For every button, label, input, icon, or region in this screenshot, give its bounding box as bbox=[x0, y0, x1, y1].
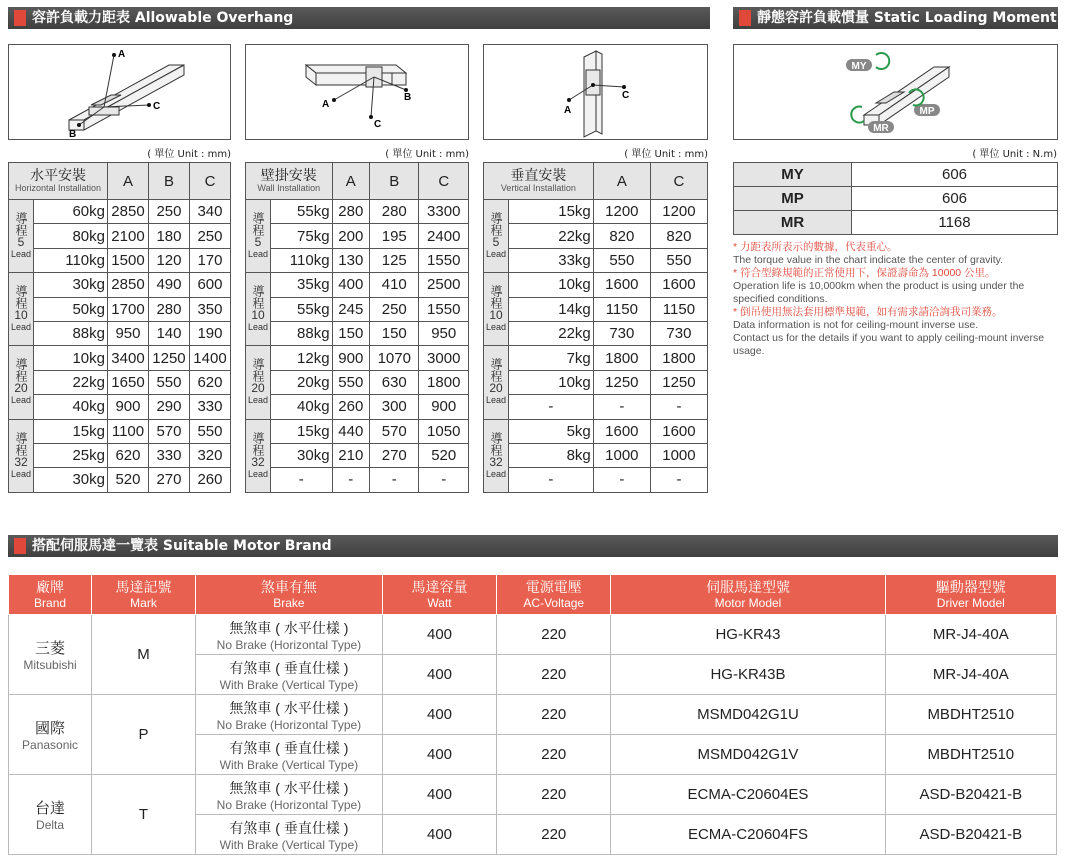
column-header: 馬達容量 Watt bbox=[382, 575, 496, 615]
column-header: 馬達記號 Mark bbox=[92, 575, 196, 615]
driver-cell: ASD-B20421-B bbox=[885, 775, 1056, 815]
mark-cell: P bbox=[92, 695, 196, 775]
label-a: A bbox=[118, 49, 126, 60]
table-row bbox=[9, 321, 231, 345]
value-cell: 490 bbox=[148, 273, 189, 297]
value-cell: 620 bbox=[189, 370, 230, 394]
load-cell: 30kg bbox=[34, 273, 108, 297]
lead-cell: 導程 5 Lead bbox=[484, 200, 509, 273]
load-cell: 12kg bbox=[271, 346, 333, 370]
watt-cell: 400 bbox=[382, 615, 496, 655]
volt-cell: 220 bbox=[497, 815, 611, 855]
lead-cell: 導程 32 Lead bbox=[484, 419, 509, 492]
brand-cell: 台達 Delta bbox=[9, 775, 92, 855]
value-cell: 120 bbox=[148, 248, 189, 272]
motor-table bbox=[8, 574, 1057, 855]
value-cell: 820 bbox=[650, 224, 707, 248]
table-row bbox=[246, 346, 469, 370]
table-row bbox=[246, 370, 469, 394]
load-cell: 5kg bbox=[509, 419, 594, 443]
value-cell: 250 bbox=[370, 297, 419, 321]
load-cell: 30kg bbox=[34, 468, 108, 492]
moment-section-title: 靜態容許負載慣量 Static Loading Moment bbox=[733, 7, 1058, 29]
motor-cell: HG-KR43 bbox=[611, 615, 885, 655]
value-cell: 250 bbox=[189, 224, 230, 248]
motor-cell: ECMA-C20604FS bbox=[611, 815, 885, 855]
column-header: 伺服馬達型號 Motor Model bbox=[611, 575, 885, 615]
moment-key: MR bbox=[734, 211, 852, 235]
horizontal-table: 水平安裝 Horizontal Installation A B C 導程 5 Lead 60kg 2850 250 340 80kg 2100 180 250 110kg 1500 120 170 導程 10 Lead 30kg 2850 490 600 50kg 1700 280 350 88kg 950 140 190 導程 20 Lead 10kg 3400 1250 1400 22kg 1650 550 620 40kg 900 290 330 導程 32 Lead 15kg 1100 570 550 25kg 620 330 320 30kg 520 270 260 bbox=[8, 162, 231, 493]
load-cell: 88kg bbox=[271, 321, 333, 345]
table-row bbox=[484, 346, 708, 370]
value-cell: 1250 bbox=[148, 346, 189, 370]
value-cell: 550 bbox=[148, 370, 189, 394]
load-cell: 50kg bbox=[34, 297, 108, 321]
brake-cell: 無煞車 ( 水平仕樣 ) No Brake (Horizontal Type) bbox=[195, 615, 382, 655]
value-cell: 440 bbox=[332, 419, 369, 443]
value-cell: 550 bbox=[332, 370, 369, 394]
value-cell: 270 bbox=[148, 468, 189, 492]
label-c: C bbox=[153, 101, 161, 112]
brake-cell: 有煞車 ( 垂直仕樣 ) With Brake (Vertical Type) bbox=[195, 735, 382, 775]
brake-cell: 有煞車 ( 垂直仕樣 ) With Brake (Vertical Type) bbox=[195, 815, 382, 855]
table-row bbox=[246, 443, 469, 467]
lead-cell: 導程 10 Lead bbox=[484, 273, 509, 346]
mark-cell: M bbox=[92, 615, 196, 695]
value-cell: - bbox=[419, 468, 469, 492]
table-row bbox=[734, 163, 1058, 187]
value-cell: 950 bbox=[419, 321, 469, 345]
table-row bbox=[734, 211, 1058, 235]
value-cell: 140 bbox=[148, 321, 189, 345]
value-cell: 270 bbox=[370, 443, 419, 467]
driver-cell: MR-J4-40A bbox=[885, 615, 1056, 655]
load-cell: 75kg bbox=[271, 224, 333, 248]
watt-cell: 400 bbox=[382, 815, 496, 855]
value-cell: 600 bbox=[189, 273, 230, 297]
value-cell: - bbox=[332, 468, 369, 492]
load-cell: 15kg bbox=[271, 419, 333, 443]
label-mp: MP bbox=[919, 106, 935, 117]
label-b: B bbox=[69, 129, 77, 139]
table-row bbox=[9, 248, 231, 272]
value-cell: 300 bbox=[370, 395, 419, 419]
note-line: * 符合型錄規範的正常使用下，保證壽命為 10000 公里。 bbox=[733, 267, 996, 279]
moment-key: MY bbox=[734, 163, 852, 187]
value-cell: 245 bbox=[332, 297, 369, 321]
value-cell: 350 bbox=[189, 297, 230, 321]
load-cell: 25kg bbox=[34, 443, 108, 467]
motor-cell: MSMD042G1U bbox=[611, 695, 885, 735]
note-line: Contact us for the details if you want to apply ceiling-mount inverse usage. bbox=[733, 332, 1045, 357]
volt-cell: 220 bbox=[497, 775, 611, 815]
load-cell: 8kg bbox=[509, 443, 594, 467]
table-row bbox=[9, 615, 1057, 655]
unit-label: ( 單位 Unit : mm) bbox=[147, 149, 231, 160]
lead-cell: 導程 5 Lead bbox=[9, 200, 34, 273]
value-cell: 1150 bbox=[650, 297, 707, 321]
value-cell: 1250 bbox=[650, 370, 707, 394]
moment-key: MP bbox=[734, 187, 852, 211]
load-cell: 7kg bbox=[509, 346, 594, 370]
value-cell: - bbox=[650, 468, 707, 492]
value-cell: 1600 bbox=[650, 273, 707, 297]
value-cell: 1200 bbox=[593, 200, 650, 224]
value-cell: - bbox=[593, 395, 650, 419]
load-cell: 35kg bbox=[271, 273, 333, 297]
value-cell: 260 bbox=[189, 468, 230, 492]
table-row bbox=[9, 468, 231, 492]
load-cell: 30kg bbox=[271, 443, 333, 467]
value-cell: 330 bbox=[189, 395, 230, 419]
value-cell: 820 bbox=[593, 224, 650, 248]
brake-cell: 無煞車 ( 水平仕樣 ) No Brake (Horizontal Type) bbox=[195, 695, 382, 735]
load-cell: 15kg bbox=[34, 419, 108, 443]
volt-cell: 220 bbox=[497, 655, 611, 695]
driver-cell: MBDHT2510 bbox=[885, 735, 1056, 775]
table-row bbox=[246, 468, 469, 492]
value-cell: 1400 bbox=[189, 346, 230, 370]
value-cell: 150 bbox=[332, 321, 369, 345]
vertical-table: 垂直安裝 Vertical Installation A C 導程 5 Lead 15kg 1200 1200 22kg 820 820 33kg 550 550 導程 10 Lead 10kg 1600 1600 14kg 1150 1150 22kg 730 730 導程 20 Lead 7kg 1800 1800 10kg 1250 1250 - - - 導程 32 Lead 5kg 1600 1600 8kg 1000 1000 - - - bbox=[483, 162, 708, 493]
value-cell: 1250 bbox=[593, 370, 650, 394]
value-cell: 260 bbox=[332, 395, 369, 419]
column-header: 驅動器型號 Driver Model bbox=[885, 575, 1056, 615]
load-cell: 10kg bbox=[509, 273, 594, 297]
column-header: 煞車有無 Brake bbox=[195, 575, 382, 615]
table-row bbox=[246, 297, 469, 321]
moment-value: 606 bbox=[852, 187, 1058, 211]
value-cell: 550 bbox=[650, 248, 707, 272]
value-cell: 2500 bbox=[419, 273, 469, 297]
wall-table: 壁掛安裝 Wall Installation A B C 導程 5 Lead 55kg 280 280 3300 75kg 200 195 2400 110kg 130 125 1550 導程 10 Lead 35kg 400 410 2500 55kg 245 250 1550 88kg 150 150 950 導程 20 Lead 12kg 900 1070 3000 20kg 550 630 1800 40kg 260 300 900 導程 32 Lead 15kg 440 570 1050 30kg 210 270 520 - - - - bbox=[245, 162, 469, 493]
table-row bbox=[9, 224, 231, 248]
value-cell: 2100 bbox=[108, 224, 149, 248]
lead-cell: 導程 32 Lead bbox=[246, 419, 271, 492]
value-cell: 1150 bbox=[593, 297, 650, 321]
table-row bbox=[9, 273, 231, 297]
table-row bbox=[734, 187, 1058, 211]
value-cell: 1600 bbox=[650, 419, 707, 443]
value-cell: 1550 bbox=[419, 248, 469, 272]
load-cell: 88kg bbox=[34, 321, 108, 345]
table-row bbox=[9, 370, 231, 394]
motor-cell: MSMD042G1V bbox=[611, 735, 885, 775]
table-row bbox=[246, 200, 469, 224]
table-row bbox=[484, 370, 708, 394]
wall-diagram bbox=[245, 44, 469, 140]
value-cell: 410 bbox=[370, 273, 419, 297]
svg-text:A: A bbox=[564, 105, 572, 116]
svg-text:B: B bbox=[404, 92, 412, 103]
load-cell: 40kg bbox=[271, 395, 333, 419]
value-cell: 1100 bbox=[108, 419, 149, 443]
unit-label: ( 單位 Unit : mm) bbox=[385, 149, 469, 160]
notes bbox=[733, 241, 1060, 358]
load-cell: 20kg bbox=[271, 370, 333, 394]
value-cell: 3400 bbox=[108, 346, 149, 370]
driver-cell: MR-J4-40A bbox=[885, 655, 1056, 695]
lead-cell: 導程 20 Lead bbox=[484, 346, 509, 419]
brake-cell: 無煞車 ( 水平仕樣 ) No Brake (Horizontal Type) bbox=[195, 775, 382, 815]
load-cell: 10kg bbox=[509, 370, 594, 394]
load-cell: 14kg bbox=[509, 297, 594, 321]
lead-cell: 導程 10 Lead bbox=[246, 273, 271, 346]
volt-cell: 220 bbox=[497, 695, 611, 735]
label-my: MY bbox=[851, 61, 867, 72]
load-cell: 110kg bbox=[34, 248, 108, 272]
value-cell: 730 bbox=[650, 321, 707, 345]
driver-cell: MBDHT2510 bbox=[885, 695, 1056, 735]
value-cell: 1550 bbox=[419, 297, 469, 321]
value-cell: 170 bbox=[189, 248, 230, 272]
moment-diagram bbox=[733, 44, 1058, 140]
note-line: * 力距表所表示的數據，代表重心。 bbox=[733, 241, 898, 253]
value-cell: 1000 bbox=[650, 443, 707, 467]
value-cell: 130 bbox=[332, 248, 369, 272]
table-row bbox=[484, 395, 708, 419]
load-cell: 80kg bbox=[34, 224, 108, 248]
value-cell: 340 bbox=[189, 200, 230, 224]
watt-cell: 400 bbox=[382, 655, 496, 695]
moment-table bbox=[733, 162, 1058, 235]
watt-cell: 400 bbox=[382, 775, 496, 815]
overhang-section-title: 容許負載力距表 Allowable Overhang bbox=[8, 7, 710, 29]
value-cell: 620 bbox=[108, 443, 149, 467]
load-cell: 110kg bbox=[271, 248, 333, 272]
column-header: 廠牌 Brand bbox=[9, 575, 92, 615]
value-cell: - bbox=[370, 468, 419, 492]
lead-cell: 導程 20 Lead bbox=[246, 346, 271, 419]
svg-text:C: C bbox=[622, 90, 630, 101]
svg-text:C: C bbox=[374, 119, 382, 130]
value-cell: 520 bbox=[419, 443, 469, 467]
table-row bbox=[9, 695, 1057, 735]
motor-cell: ECMA-C20604ES bbox=[611, 775, 885, 815]
value-cell: 125 bbox=[370, 248, 419, 272]
table-row bbox=[9, 419, 231, 443]
table-row bbox=[9, 395, 231, 419]
lead-cell: 導程 32 Lead bbox=[9, 419, 34, 492]
mark-cell: T bbox=[92, 775, 196, 855]
value-cell: 1800 bbox=[593, 346, 650, 370]
table-row bbox=[246, 321, 469, 345]
table-row bbox=[484, 297, 708, 321]
watt-cell: 400 bbox=[382, 735, 496, 775]
lead-cell: 導程 10 Lead bbox=[9, 273, 34, 346]
value-cell: 1200 bbox=[650, 200, 707, 224]
note-line: Operation life is 10,000km when the product is using under the specified conditions. bbox=[733, 280, 1025, 305]
table-row bbox=[484, 321, 708, 345]
load-cell: 55kg bbox=[271, 200, 333, 224]
value-cell: 900 bbox=[108, 395, 149, 419]
value-cell: 1800 bbox=[419, 370, 469, 394]
table-row bbox=[246, 395, 469, 419]
horizontal-diagram bbox=[8, 44, 231, 140]
moment-value: 1168 bbox=[852, 211, 1058, 235]
brake-cell: 有煞車 ( 垂直仕樣 ) With Brake (Vertical Type) bbox=[195, 655, 382, 695]
value-cell: 570 bbox=[370, 419, 419, 443]
table-row bbox=[484, 443, 708, 467]
value-cell: 150 bbox=[370, 321, 419, 345]
load-cell: 60kg bbox=[34, 200, 108, 224]
value-cell: 280 bbox=[332, 200, 369, 224]
unit-label-nm: ( 單位 Unit : N.m) bbox=[972, 149, 1057, 160]
table-row bbox=[9, 346, 231, 370]
table-row bbox=[9, 443, 231, 467]
value-cell: 1600 bbox=[593, 419, 650, 443]
value-cell: 210 bbox=[332, 443, 369, 467]
value-cell: 570 bbox=[148, 419, 189, 443]
column-header: 電源電壓 AC-Voltage bbox=[497, 575, 611, 615]
value-cell: 1070 bbox=[370, 346, 419, 370]
value-cell: 630 bbox=[370, 370, 419, 394]
note-line: Data information is not for ceiling-mount inverse use. bbox=[733, 319, 979, 331]
value-cell: - bbox=[650, 395, 707, 419]
note-line: The torque value in the chart indicate the center of gravity. bbox=[733, 254, 1004, 266]
moment-value: 606 bbox=[852, 163, 1058, 187]
motor-cell: HG-KR43B bbox=[611, 655, 885, 695]
value-cell: 950 bbox=[108, 321, 149, 345]
brand-cell: 三菱 Mitsubishi bbox=[9, 615, 92, 695]
value-cell: 3300 bbox=[419, 200, 469, 224]
value-cell: 250 bbox=[148, 200, 189, 224]
load-cell: - bbox=[271, 468, 333, 492]
load-cell: 33kg bbox=[509, 248, 594, 272]
value-cell: 180 bbox=[148, 224, 189, 248]
value-cell: 400 bbox=[332, 273, 369, 297]
value-cell: 200 bbox=[332, 224, 369, 248]
load-cell: 10kg bbox=[34, 346, 108, 370]
vertical-diagram bbox=[483, 44, 708, 140]
brand-cell: 國際 Panasonic bbox=[9, 695, 92, 775]
value-cell: 900 bbox=[419, 395, 469, 419]
value-cell: 320 bbox=[189, 443, 230, 467]
value-cell: 730 bbox=[593, 321, 650, 345]
unit-label: ( 單位 Unit : mm) bbox=[624, 149, 708, 160]
table-row bbox=[484, 273, 708, 297]
value-cell: 290 bbox=[148, 395, 189, 419]
load-cell: 22kg bbox=[509, 321, 594, 345]
table-row bbox=[246, 419, 469, 443]
value-cell: 1700 bbox=[108, 297, 149, 321]
load-cell: 40kg bbox=[34, 395, 108, 419]
value-cell: - bbox=[593, 468, 650, 492]
value-cell: 1050 bbox=[419, 419, 469, 443]
value-cell: 2400 bbox=[419, 224, 469, 248]
value-cell: 1600 bbox=[593, 273, 650, 297]
table-row bbox=[484, 224, 708, 248]
load-cell: 15kg bbox=[509, 200, 594, 224]
value-cell: 1650 bbox=[108, 370, 149, 394]
value-cell: 550 bbox=[593, 248, 650, 272]
load-cell: - bbox=[509, 395, 594, 419]
table-row bbox=[484, 200, 708, 224]
load-cell: 55kg bbox=[271, 297, 333, 321]
value-cell: 900 bbox=[332, 346, 369, 370]
load-cell: 22kg bbox=[34, 370, 108, 394]
table-row bbox=[484, 468, 708, 492]
table-row bbox=[9, 297, 231, 321]
value-cell: 2850 bbox=[108, 273, 149, 297]
table-row bbox=[484, 419, 708, 443]
value-cell: 195 bbox=[370, 224, 419, 248]
value-cell: 330 bbox=[148, 443, 189, 467]
table-row bbox=[484, 248, 708, 272]
value-cell: 1800 bbox=[650, 346, 707, 370]
volt-cell: 220 bbox=[497, 615, 611, 655]
value-cell: 280 bbox=[370, 200, 419, 224]
value-cell: 1000 bbox=[593, 443, 650, 467]
table-row bbox=[9, 200, 231, 224]
value-cell: 2850 bbox=[108, 200, 149, 224]
table-row bbox=[246, 248, 469, 272]
value-cell: 280 bbox=[148, 297, 189, 321]
lead-cell: 導程 20 Lead bbox=[9, 346, 34, 419]
value-cell: 190 bbox=[189, 321, 230, 345]
table-row bbox=[246, 273, 469, 297]
value-cell: 3000 bbox=[419, 346, 469, 370]
label-mr: MR bbox=[873, 123, 889, 134]
volt-cell: 220 bbox=[497, 735, 611, 775]
watt-cell: 400 bbox=[382, 695, 496, 735]
note-line: * 倒吊使用無法套用標準規範，如有需求請洽詢我司業務。 bbox=[733, 306, 1003, 318]
value-cell: 550 bbox=[189, 419, 230, 443]
table-row bbox=[246, 224, 469, 248]
value-cell: 1500 bbox=[108, 248, 149, 272]
svg-text:A: A bbox=[322, 99, 330, 110]
load-cell: 22kg bbox=[509, 224, 594, 248]
table-row bbox=[9, 775, 1057, 815]
motor-section-title: 搭配伺服馬達一覽表 Suitable Motor Brand bbox=[8, 535, 1058, 557]
lead-cell: 導程 5 Lead bbox=[246, 200, 271, 273]
load-cell: - bbox=[509, 468, 594, 492]
value-cell: 520 bbox=[108, 468, 149, 492]
driver-cell: ASD-B20421-B bbox=[885, 815, 1056, 855]
